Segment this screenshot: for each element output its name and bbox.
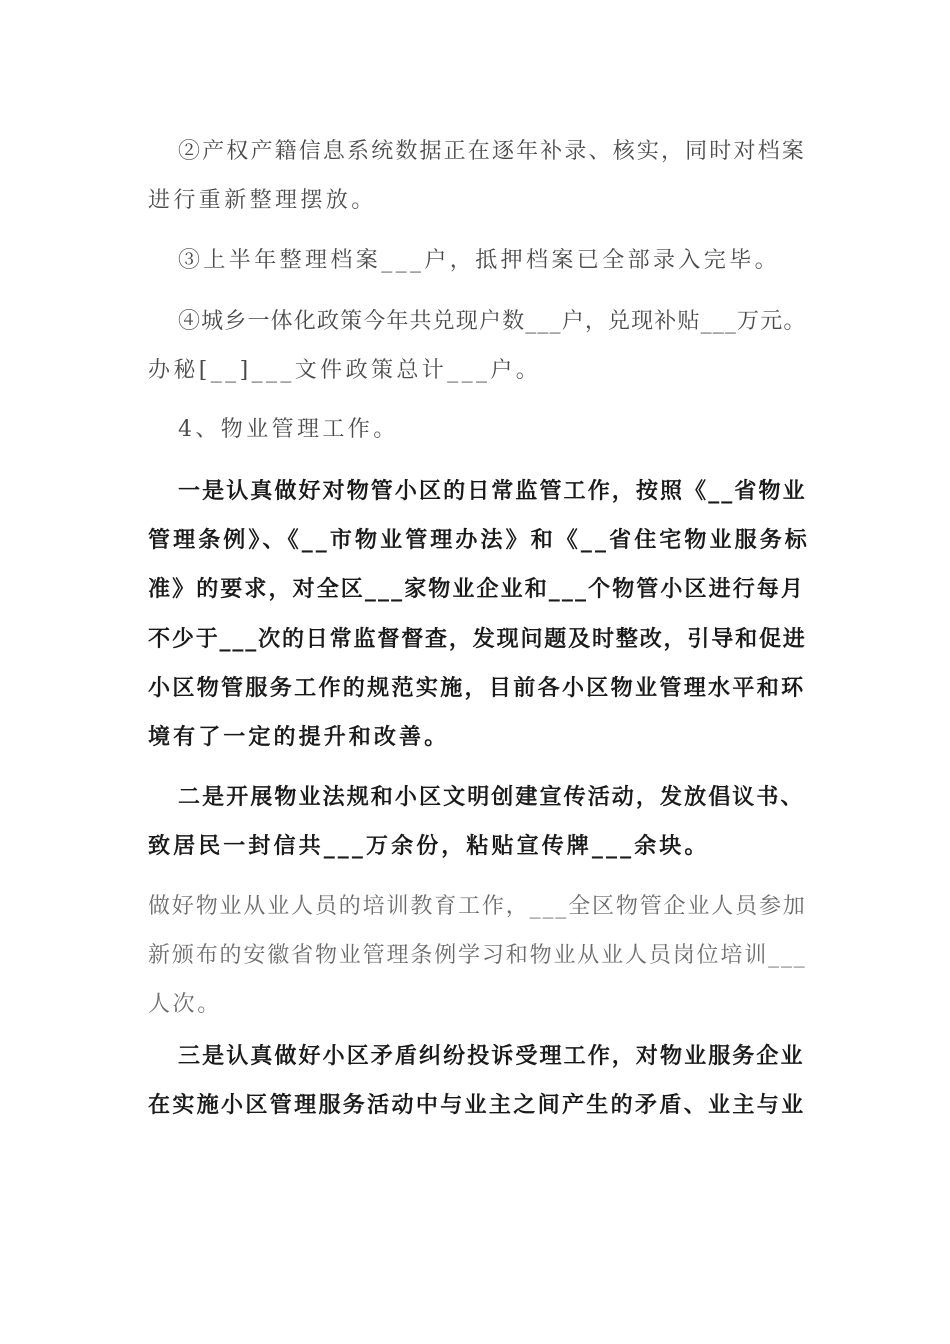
paragraph-line: 一是认真做好对物管小区的日常监管工作，按照《__省物业 bbox=[178, 478, 807, 504]
section-heading: 4、物业管理工作。 bbox=[178, 417, 399, 442]
paragraph-line: 不少于___次的日常监督督查，发现问题及时整改，引导和促进 bbox=[148, 626, 807, 652]
paragraph-line: ③上半年整理档案___户，抵押档案已全部录入完毕。 bbox=[178, 248, 781, 273]
paragraph-line: 三是认真做好小区矛盾纠纷投诉受理工作，对物业服务企业 bbox=[178, 1043, 805, 1069]
paragraph-line: 人次。 bbox=[148, 992, 222, 1017]
paragraph-line: 小区物管服务工作的规范实施，目前各小区物业管理水平和环 bbox=[148, 675, 806, 701]
paragraph-line: 办秘[__]___文件政策总计___户。 bbox=[148, 358, 542, 383]
paragraph-line: 境有了一定的提升和改善。 bbox=[148, 724, 450, 750]
paragraph-line: 在实施小区管理服务活动中与业主之间产生的矛盾、业主与业 bbox=[148, 1092, 806, 1118]
paragraph-line: 准》的要求，对全区___家物业企业和___个物管小区进行每月 bbox=[148, 576, 806, 602]
paragraph-line: 进行重新整理摆放。 bbox=[148, 188, 377, 213]
paragraph-line: 管理条例》、《__市物业管理办法》和《__省住宅物业服务标 bbox=[148, 527, 810, 553]
paragraph-line: ②产权产籍信息系统数据正在逐年补录、核实，同时对档案 bbox=[178, 139, 806, 164]
paragraph-line: 做好物业从业人员的培训教育工作，___全区物管企业人员参加 bbox=[148, 894, 807, 919]
paragraph-line: 新颁布的安徽省物业管理条例学习和物业从业人员岗位培训___ bbox=[148, 943, 807, 968]
paragraph-line: ④城乡一体化政策今年共兑现户数___户，兑现补贴___万元。 bbox=[178, 309, 807, 334]
paragraph-line: 二是开展物业法规和小区文明创建宣传活动，发放倡议书、 bbox=[178, 784, 805, 810]
paragraph-line: 致居民一封信共___万余份，粘贴宣传牌___余块。 bbox=[148, 833, 710, 859]
